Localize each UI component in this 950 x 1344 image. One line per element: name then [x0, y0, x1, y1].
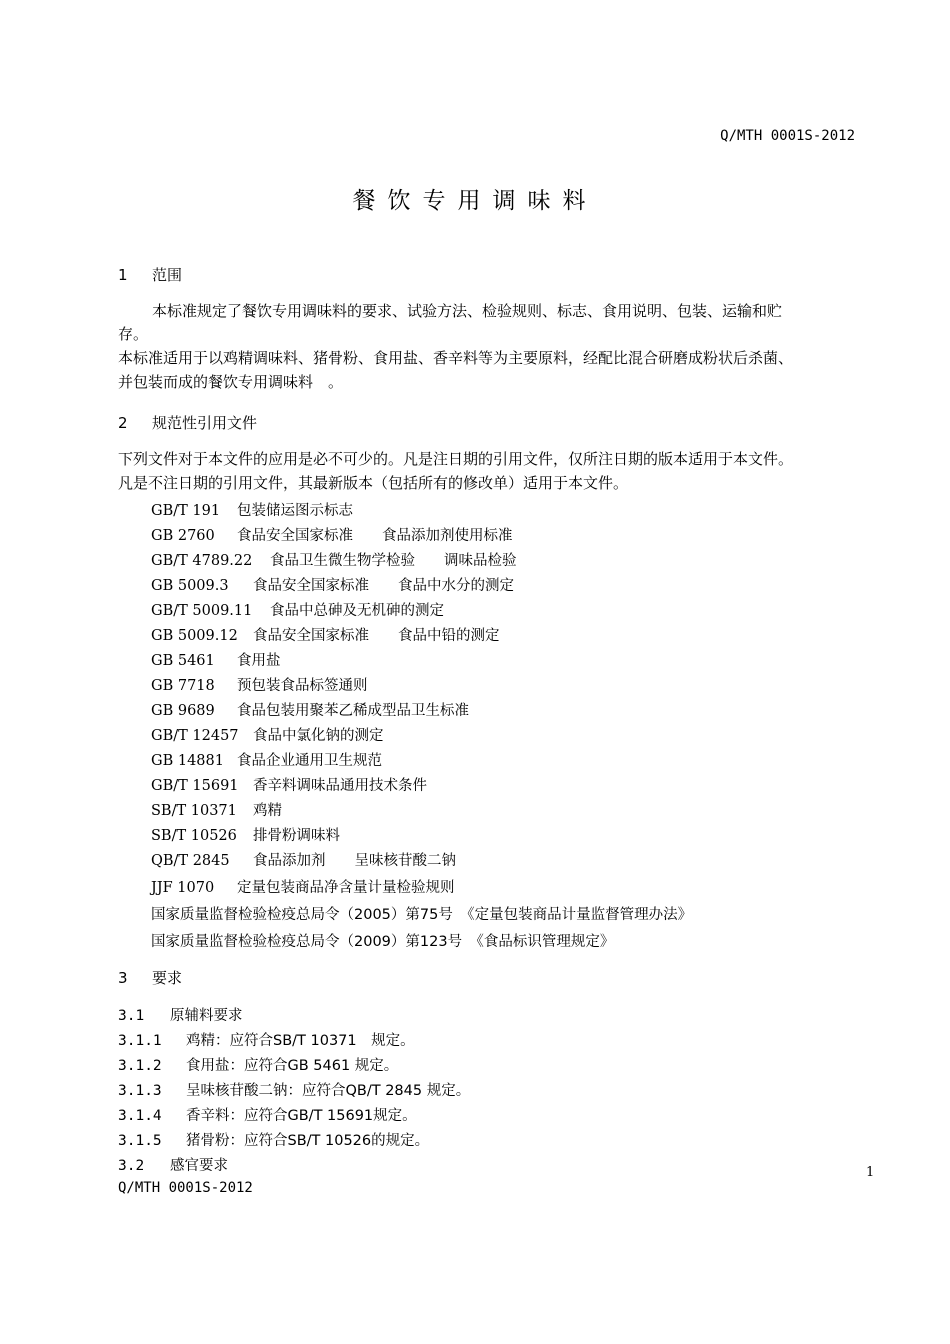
reference-item — [151, 799, 282, 820]
reference-item — [151, 876, 455, 897]
requirement-item — [118, 1054, 398, 1075]
reference-title: 香辛料调味品通用技术条件 — [253, 778, 427, 794]
reference-code: GB/T 5009.11 — [151, 603, 253, 619]
reference-item — [151, 674, 368, 695]
reference-code: QB/T 2845 — [151, 853, 230, 869]
requirement-text: 香辛料：应符合GB/T 15691规定。 — [186, 1108, 417, 1124]
reference-code: GB 5461 — [151, 653, 215, 669]
reference-code: GB 5009.3 — [151, 578, 229, 594]
reference-title: 排骨粉调味料 — [253, 828, 340, 844]
reference-item — [151, 749, 382, 770]
reference-item — [151, 724, 384, 745]
requirement-number: 3.1.2 — [118, 1058, 162, 1074]
reference-code: GB 5009.12 — [151, 628, 238, 644]
subsection-number: 3.2 — [118, 1158, 145, 1174]
requirement-item — [118, 1029, 415, 1050]
decree-reference-2: 国家质量监督检验检疫总局令（2009）第123号 《食品标识管理规定》 — [151, 934, 615, 950]
scope-paragraph-1-line-1: 本标准规定了餐饮专用调味料的要求、试验方法、检验规则、标志、食用说明、包装、运输和贮 — [152, 302, 783, 320]
reference-code: GB 2760 — [151, 528, 215, 544]
scope-paragraph-2-line-1: 本标准适用于以鸡精调味料、猪骨粉、食用盐、香辛料等为主要原料，经配比混合研磨成粉状后杀菌、 — [118, 349, 794, 367]
references-intro-line-1: 下列文件对于本文件的应用是必不可少的。凡是注日期的引用文件，仅所注日期的版本适用于本文件。 — [118, 450, 794, 468]
reference-item — [151, 699, 469, 720]
reference-item — [151, 599, 444, 620]
reference-title: 食品企业通用卫生规范 — [237, 753, 382, 769]
scope-paragraph-1-line-2: 存。 — [118, 325, 149, 343]
reference-code: GB/T 12457 — [151, 728, 239, 744]
footer-standard-code: Q/MTH 0001S-2012 — [118, 1180, 253, 1196]
references-intro-line-2: 凡是不注日期的引用文件，其最新版本（包括所有的修改单）适用于本文件。 — [118, 474, 629, 492]
reference-item — [151, 624, 500, 645]
reference-title: 食品中总砷及无机砷的测定 — [270, 603, 444, 619]
subsection-title: 感官要求 — [170, 1158, 228, 1174]
reference-code: SB/T 10371 — [151, 803, 237, 819]
requirement-number: 3.1.4 — [118, 1108, 162, 1124]
requirement-text: 鸡精：应符合SB/T 10371 规定。 — [186, 1033, 415, 1049]
section-1-heading — [118, 264, 182, 285]
reference-title: 食品安全国家标准 食品中铅的测定 — [253, 628, 500, 644]
decree-reference-1: 国家质量监督检验检疫总局令（2005）第75号 《定量包装商品计量监督管理办法》 — [151, 907, 693, 923]
page-number: 1 — [866, 1165, 875, 1180]
reference-code: GB/T 4789.22 — [151, 553, 253, 569]
requirement-number: 3.1.5 — [118, 1133, 162, 1149]
reference-item — [151, 499, 353, 520]
reference-title: 食品添加剂 呈味核苷酸二钠 — [253, 853, 456, 869]
reference-code: GB 7718 — [151, 678, 215, 694]
reference-title: 食品中氯化钠的测定 — [253, 728, 384, 744]
reference-item — [151, 774, 427, 795]
reference-title: 食品包装用聚苯乙稀成型品卫生标准 — [237, 703, 469, 719]
reference-title: 预包装食品标签通则 — [237, 678, 368, 694]
section-title: 范围 — [152, 266, 183, 284]
reference-title: 食品卫生微生物学检验 调味品检验 — [270, 553, 517, 569]
reference-code: GB/T 15691 — [151, 778, 239, 794]
section-number: 1 — [118, 266, 128, 284]
header-standard-code: Q/MTH 0001S-2012 — [720, 128, 855, 144]
subsection-3-2-heading — [118, 1154, 228, 1175]
section-2-heading — [118, 412, 257, 433]
document-title: 餐饮专用调味料 — [352, 188, 598, 214]
reference-item — [151, 849, 456, 870]
requirement-item — [118, 1079, 470, 1100]
section-title: 规范性引用文件 — [152, 414, 258, 432]
requirement-number: 3.1.3 — [118, 1083, 162, 1099]
reference-title: 食品安全国家标准 食品添加剂使用标准 — [237, 528, 513, 544]
section-number: 2 — [118, 414, 128, 432]
reference-title: 食用盐 — [237, 653, 281, 669]
reference-title: 包装储运图示标志 — [237, 503, 353, 519]
reference-item — [151, 549, 517, 570]
reference-code: GB/T 191 — [151, 503, 221, 519]
reference-code: GB 14881 — [151, 753, 224, 769]
reference-item — [151, 649, 281, 670]
subsection-3-1-heading — [118, 1004, 243, 1025]
requirement-text: 食用盐：应符合GB 5461 规定。 — [186, 1058, 399, 1074]
subsection-number: 3.1 — [118, 1008, 145, 1024]
reference-item — [151, 574, 514, 595]
requirement-text: 猪骨粉：应符合SB/T 10526的规定。 — [186, 1133, 430, 1149]
reference-title: 鸡精 — [253, 803, 282, 819]
section-3-heading — [118, 967, 182, 988]
section-number: 3 — [118, 969, 128, 987]
requirement-item — [118, 1129, 429, 1150]
requirement-number: 3.1.1 — [118, 1033, 162, 1049]
reference-title: 定量包装商品净含量计量检验规则 — [237, 880, 455, 896]
requirement-item — [118, 1104, 417, 1125]
reference-code: SB/T 10526 — [151, 828, 237, 844]
reference-item — [151, 524, 513, 545]
reference-code: JJF 1070 — [151, 880, 215, 896]
section-title: 要求 — [152, 969, 183, 987]
reference-item — [151, 824, 340, 845]
reference-code: GB 9689 — [151, 703, 215, 719]
subsection-title: 原辅料要求 — [170, 1008, 243, 1024]
requirement-text: 呈味核苷酸二钠：应符合QB/T 2845 规定。 — [186, 1083, 471, 1099]
reference-title: 食品安全国家标准 食品中水分的测定 — [253, 578, 514, 594]
scope-paragraph-2-line-2: 并包装而成的餐饮专用调味料 。 — [118, 373, 344, 391]
